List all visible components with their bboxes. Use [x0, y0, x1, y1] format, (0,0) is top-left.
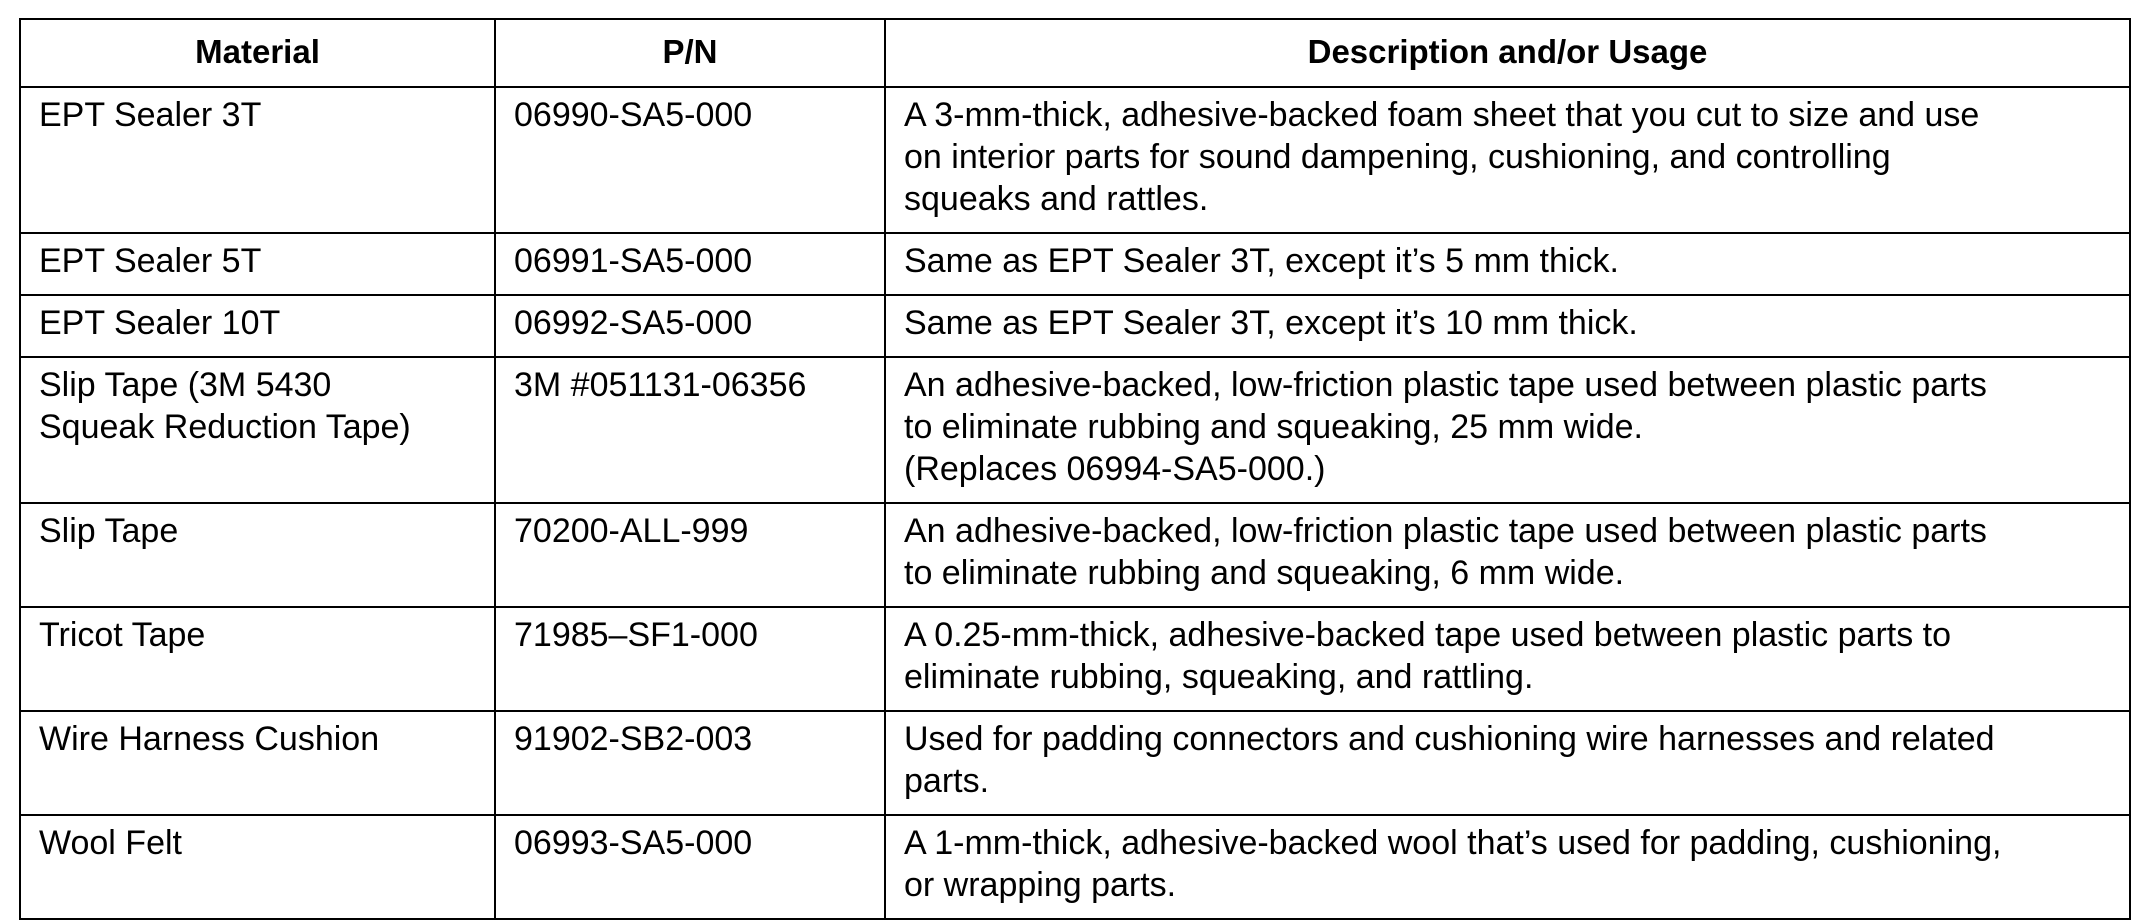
materials-table: [19, 18, 2131, 920]
description-line: An adhesive-backed, low-friction plastic tape used between plastic parts: [904, 366, 1987, 404]
material-name-line: EPT Sealer 10T: [39, 304, 281, 342]
material-name-line: Wool Felt: [39, 824, 182, 862]
table-row: [20, 233, 2130, 295]
description-line: A 0.25-mm-thick, adhesive-backed tape used between plastic parts to: [904, 616, 1952, 654]
description-line: to eliminate rubbing and squeaking, 6 mm wide.: [904, 554, 1625, 592]
material-cell: [20, 815, 495, 919]
description-cell: [885, 503, 2130, 607]
material-name-line: EPT Sealer 3T: [39, 96, 262, 134]
table-row: [20, 815, 2130, 919]
material-cell: [20, 503, 495, 607]
material-cell: [20, 607, 495, 711]
part-number-cell: 06991-SA5-000: [495, 233, 885, 295]
description-line: on interior parts for sound dampening, cushioning, and controlling: [904, 138, 1891, 176]
description-line: (Replaces 06994-SA5-000.): [904, 450, 1326, 488]
part-number-cell: 3M #051131-06356: [495, 357, 885, 503]
table-row: [20, 711, 2130, 815]
table-row: [20, 503, 2130, 607]
material-cell: [20, 87, 495, 233]
table-row: [20, 87, 2130, 233]
description-line: Same as EPT Sealer 3T, except it’s 5 mm thick.: [904, 242, 1619, 280]
description-line: Used for padding connectors and cushioning wire harnesses and related: [904, 720, 1995, 758]
material-name-line: Tricot Tape: [39, 616, 206, 654]
header-pn: P/N: [495, 19, 885, 87]
description-line: or wrapping parts.: [904, 866, 1177, 904]
table-row: [20, 607, 2130, 711]
description-line: Same as EPT Sealer 3T, except it’s 10 mm thick.: [904, 304, 1638, 342]
material-name-line: EPT Sealer 5T: [39, 242, 262, 280]
header-description: Description and/or Usage: [885, 19, 2130, 87]
description-line: parts.: [904, 762, 990, 800]
description-line: eliminate rubbing, squeaking, and rattling.: [904, 658, 1534, 696]
material-name-line: Wire Harness Cushion: [39, 720, 380, 758]
part-number-cell: 70200-ALL-999: [495, 503, 885, 607]
description-line: A 1-mm-thick, adhesive-backed wool that’s used for padding, cushioning,: [904, 824, 2002, 862]
material-name-line: Slip Tape (3M 5430: [39, 366, 332, 404]
description-cell: [885, 295, 2130, 357]
description-line: A 3-mm-thick, adhesive-backed foam sheet that you cut to size and use: [904, 96, 1980, 134]
description-cell: [885, 357, 2130, 503]
description-line: squeaks and rattles.: [904, 180, 1209, 218]
part-number-cell: 06990-SA5-000: [495, 87, 885, 233]
material-name-line: Slip Tape: [39, 512, 179, 550]
material-cell: [20, 233, 495, 295]
table-row: [20, 357, 2130, 503]
description-cell: [885, 607, 2130, 711]
material-cell: [20, 295, 495, 357]
material-name-line: Squeak Reduction Tape): [39, 408, 411, 446]
description-cell: [885, 815, 2130, 919]
description-line: to eliminate rubbing and squeaking, 25 mm wide.: [904, 408, 1643, 446]
table-body: [20, 87, 2130, 919]
header-material: Material: [20, 19, 495, 87]
material-cell: [20, 357, 495, 503]
description-cell: [885, 711, 2130, 815]
description-cell: [885, 233, 2130, 295]
part-number-cell: 06993-SA5-000: [495, 815, 885, 919]
part-number-cell: 71985–SF1-000: [495, 607, 885, 711]
table-header: [20, 19, 2130, 87]
part-number-cell: 91902-SB2-003: [495, 711, 885, 815]
description-line: An adhesive-backed, low-friction plastic tape used between plastic parts: [904, 512, 1987, 550]
header-row: [20, 19, 2130, 87]
description-cell: [885, 87, 2130, 233]
table-row: [20, 295, 2130, 357]
part-number-cell: 06992-SA5-000: [495, 295, 885, 357]
material-cell: [20, 711, 495, 815]
